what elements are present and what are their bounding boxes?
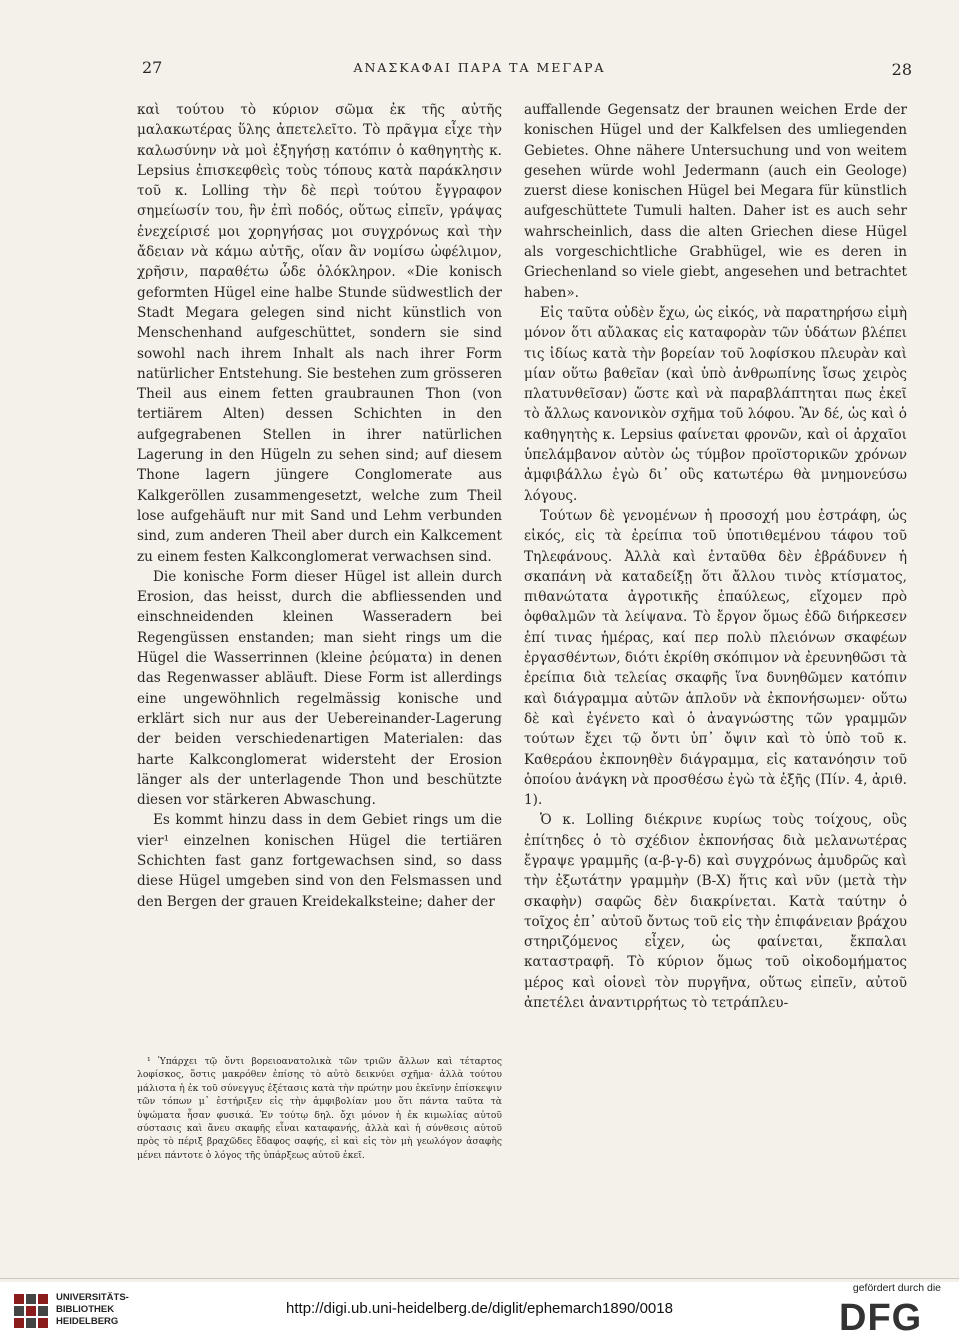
paragraph: Εἰς ταῦτα οὐδὲν ἔχω, ὡς εἰκός, νὰ παρατηρήσω εἰμὴ μόνον ὅτι αὔλακας εἰς καταφορὰν τῶν ὑδάτων βλέπει τις ἰδίως κατὰ τὴν βορείαν τοῦ λοφίσκου πλευρὰν καὶ μίαν οὕτω βαθεῖαν (καὶ ὑπὸ ἀνθρωπίνης ἴσως χειρὸς πλατυνθεῖσαν) ὥστε καὶ νὰ παραβλάπτηται πως ἐκεῖ τὸ ἄλλως κανονικὸν σχῆμα τοῦ λόφου. Ἂν δέ, ὡς καὶ ὁ καθηγητὴς κ. Lepsius φαίνεται φρονῶν, καὶ οἱ ἀρχαῖοι ὑπελάμβανον αὐτὸν ὡς τύμβον προϊστορικῶν χρόνων ἀμφιβάλλω ἐγὼ δι᾽ οὓς κατωτέρω θὰ μνημονεύσω λόγους.	[524, 304, 907, 504]
source-url-link[interactable]: http://digi.ub.uni-heidelberg.de/diglit/ephemarch1890/0018	[286, 1300, 673, 1317]
dfg-logo-icon	[839, 1298, 941, 1334]
left-column	[137, 100, 502, 912]
page-footer	[0, 1282, 959, 1338]
page-header	[0, 58, 959, 82]
paragraph: Ὁ κ. Lolling διέκρινε κυρίως τοὺς τοίχους, οὓς ἐπίτηδες ὁ τὸ σχέδιον ἐκπονήσας διὰ μελανωτέρας ἔγραψε γραμμῆς (α-β-γ-δ) καὶ συγχρόνως ἀμυδρῶς καὶ τὴν ἐξωτάτην γραμμὴν (Β-Χ) ἥτις καὶ νῦν (μετὰ τὴν σκαφὴν) σαφῶς δὲν διακρίνεται. Κατὰ ταύτην ὁ τοῖχος ἐπ᾽ αὐτοῦ ὄντως τοῦ εἰς τὴν ἐπιφάνειαν βράχου στηριζόμενος εἶχεν, ὡς φαίνεται, ἔκπαλαι καταστραφῆ. Τὸ κύριον ὅμως τοῦ οἰκοδομήματος μέρος καὶ οἱονεὶ τὸν πυργῆνα, οὕτως εἰπεῖν, αὐτοῦ ἀπετέλει ἀναντιρρήτως τὸ τετράπλευ-	[524, 812, 907, 1012]
paragraph: καὶ τούτου τὸ κύριον σῶμα ἐκ τῆς αὐτῆς μαλακωτέρας ὕλης ἀπετελεῖτο. Τὸ πρᾶγμα εἶχε τὴν καλωσύνην νὰ μοὶ ἐξηγήσῃ κατόπιν ὁ καθηγητὴς κ. Lepsius ἐπισκεφθεὶς τοὺς τόπους κατὰ παράκλησιν τοῦ κ. Lolling τὴν δὲ περὶ τούτου ἔγγραφον σημείωσίν του, ἣν ἐπὶ ποδός, οὕτως εἰπεῖν, γράψας ἐνεχείρισέ μοι χορηγήσας μοι συγχρόνως καὶ τὴν ἄδειαν νὰ κάμω αὐτῆς, οἵαν ἂν νομίσω ὠφέλιμον, χρῆσιν, παραθέτω ὧδε ὁλόκληρον. «Die konisch geformten Hügel eine halbe Stunde südwestlich der Stadt Megara gelegen sind nicht künstlich von Menschenhand aufgeschüttet, sondern sie sind sowohl nach ihrem Inhalt als nach ihrer Form natürlicher Entstehung. Sie bestehen zum grösseren Theil aus einem fetten graubraunen Thon (von tertiärem Alten) dessen Schichten in den aufgegrabenen Stellen in ihrer natürlichen Lagerung in den Hügeln zu sehen sind; auf diesem Thone lagern jüngere Conglomerate aus Kalkgeröllen zusammengesetzt, welche zum Theil lose aufgehäuft nur mit Sand und Lehm verbunden sind, zum anderen Theil aber durch ein Kalkcement zu einem festen Kalkconglomerat verwachsen sind.	[137, 102, 502, 565]
paragraph: auffallende Gegensatz der braunen weichen Erde der konischen Hügel und der Kalkfelsen des umliegenden Gebietes. Ohne nähere Untersuchung und von weitem gesehen würde wohl Jedermann (auch ein Geologe) zuerst diese konischen Hügel bei Megara für künstlich aufgeschüttete Tumuli halten. Daher ist es auch sehr wahrscheinlich, dass die alten Griechen diese Hügel als vorgeschichtliche Grabhügel, wie es deren in Griechenland so viele giebt, angesehen und betrachtet haben».	[524, 102, 907, 301]
svg-text:DFG: DFG	[839, 1298, 923, 1334]
footer-divider	[0, 1278, 959, 1279]
sponsor-text: gefördert durch die	[852, 1282, 941, 1294]
page-number-right: 28	[891, 60, 912, 79]
right-column	[524, 100, 907, 1013]
running-title: ΑΝΑΣΚΑΦΑΙ ΠΑΡΑ ΤΑ ΜΕΓΑΡΑ	[353, 60, 606, 75]
footnote-text: ¹ Ὑπάρχει τῷ ὄντι βορειοανατολικὰ τῶν τριῶν ἄλλων καὶ τέταρτος λοφίσκος, ὅστις μακρόθεν ἐπίσης τὸ αὐτὸ δεικνύει σχῆμα· ἀλλὰ τούτου μάλιστα ἡ ἐκ τοῦ σύνεγγυς ἐξέτασις κατὰ τὴν πρώτην μου ἐκεῖνην ἐπίσκεψιν τῶν τόπων μ᾽ ἐστήριξεν εἰς τὴν ἀμφιβολίαν μου ὅτι πάντα ταῦτα τὰ ὑψώματα ἦσαν φυσικά. Ἐν τούτῳ δηλ. ὄχι μόνον ἡ ἐκ κιμωλίας αὐτοῦ σύστασις καὶ ἄνευ σκαφῆς εἶναι καταφανής, ἀλλὰ καὶ ἡ σύνθεσις αὐτοῦ πρὸς τὸ πέριξ βραχῶδες ἔδαφος σαφής, εἰ καὶ εἰς τὸν μὴ γεωλόγον ἀσαφὴς μένει πάντοτε ὁ λόγος τῆς ὑπάρξεως αὐτοῦ ἐκεῖ.	[137, 1056, 502, 1161]
footnote	[137, 1055, 502, 1162]
paragraph: Τούτων δὲ γενομένων ἡ προσοχή μου ἐστράφη, ὡς εἰκός, εἰς τὰ ἐρείπια τοῦ ὑποτιθεμένου τάφου τοῦ Τηλεφάνους. Ἀλλὰ καὶ ἐνταῦθα δὲν ἐβράδυνεν ἡ σκαπάνη νὰ καταδείξῃ ὅτι ἄλλου τινὸς κτίσματος, πιθανώτατα ἀγροτικῆς ἐπαύλεως, εἴχομεν πρὸ ὀφθαλμῶν τὰ λείψανα. Τὸ ἔργον ὅμως ἐδῶ διήρκεσεν ἐπί τινας ἡμέρας, καί περ πολὺ πλειόνων σκαφέων ἐργασθέντων, διότι ἐκρίθη σκόπιμον νὰ ἐρευνηθῶσι τὰ ἐρείπια διὰ τελείας σκαφῆς ἵνα δυνηθῶμεν κατόπιν καὶ διάγραμμα αὐτῶν ἁπλοῦν νὰ ἐκπονήσωμεν· οὕτω δὲ καὶ ἐγένετο καὶ ὁ ἀναγνώστης τῶν γραμμῶν τούτων ἔχει τῷ ὄντι ὑπ᾽ ὄψιν καὶ τὸ ὑπὸ τοῦ κ. Καθεράου ἐκπονηθὲν διάγραμμα, εἰς κατανόησιν τοῦ ὁποίου ἀνάγκη νὰ προσθέσω ἐγὼ τὰ ἑξῆς (Πίν. 4, ἀριθ. 1).	[524, 507, 907, 809]
library-name: UNIVERSITÄTS- BIBLIOTHEK HEIDELBERG	[56, 1292, 129, 1327]
paragraph: Es kommt hinzu dass in dem Gebiet rings um die vier¹ einzelnen konischen Hügel die tertiären Schichten fast ganz fortgewachsen sind, so dass diese Hügel umgeben sind von den Felsmassen und den Bergen der grauen Kreidekalksteine; daher der	[137, 812, 502, 910]
paragraph: Die konische Form dieser Hügel ist allein durch Erosion, das heisst, durch die abfliessenden und einschneidenden kleinen Wasseradern bei Regengüssen enstanden; man sieht rings um die Hügel die Wasserrinnen (kleine ῥεύματα) in denen das Regenwasser abläuft. Diese Form ist allerdings eine ungewöhnlich regelmässig konische und erklärt sich nur aus der Uebereinander-Lagerung der beiden verschiedenartigen Materialen: das harte Kalkconglomerat widersteht der Erosion länger als der unterlagende Thon und beschützte diesen vor stärkeren Abwaschung.	[137, 568, 502, 809]
page-number-left: 27	[142, 58, 163, 77]
